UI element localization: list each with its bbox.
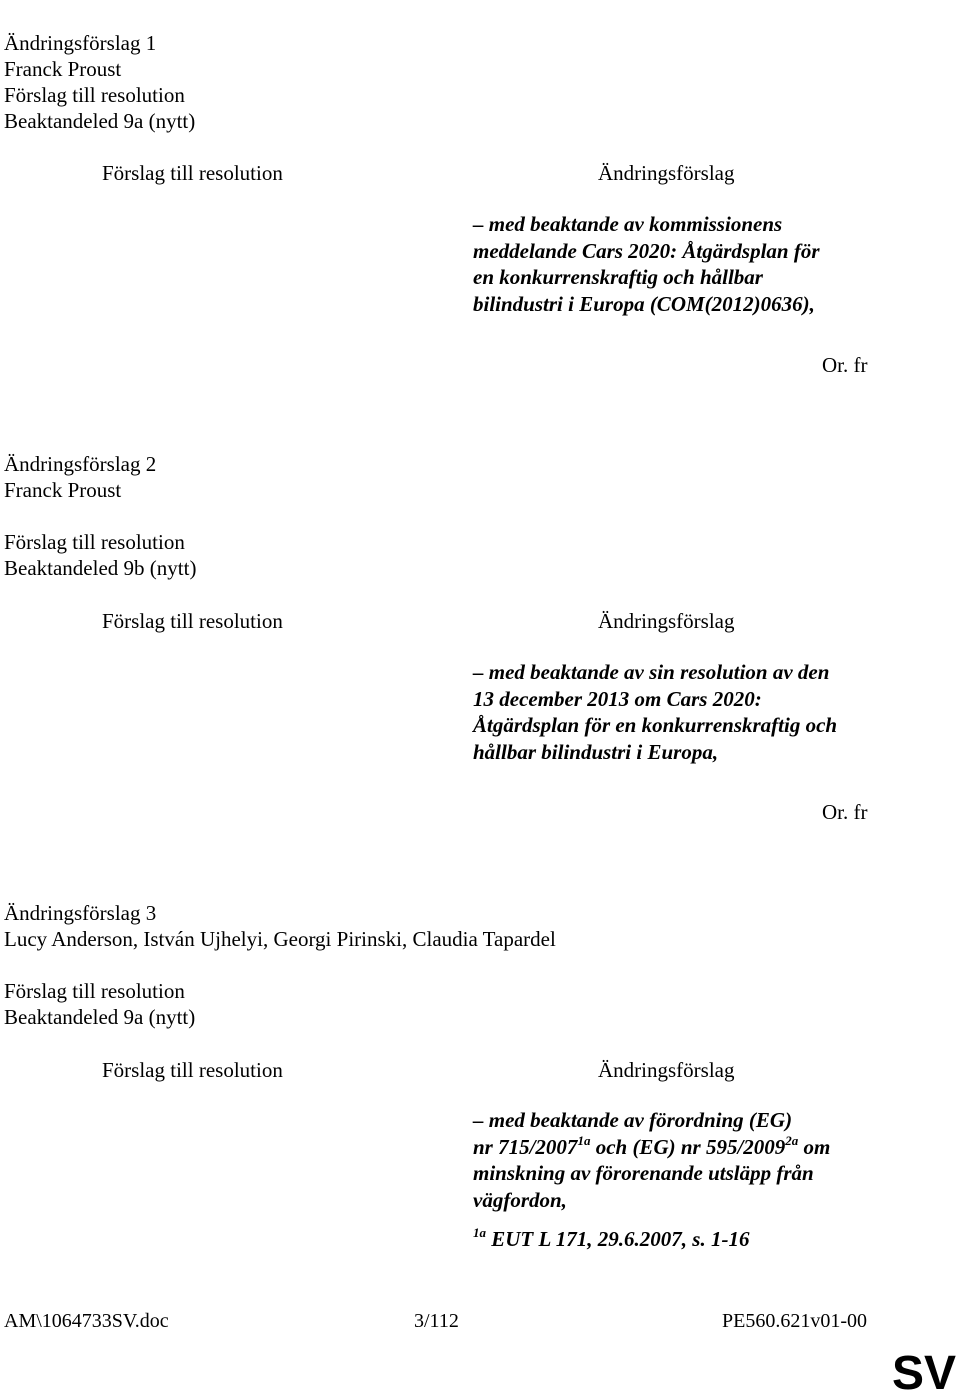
amendment-1-column-original: Förslag till resolution — [102, 161, 283, 185]
amendment-2-line: – med beaktande av sin resolution av den — [473, 660, 830, 684]
amendment-2-origin: Or. fr — [822, 800, 868, 824]
amendment-1-origin: Or. fr — [822, 353, 868, 377]
amendment-2-column-original: Förslag till resolution — [102, 609, 283, 633]
footer-page-number: 3/112 — [414, 1310, 459, 1332]
amendment-1-text — [473, 211, 893, 317]
amendment-3-regulation-1: nr 715/2007 — [473, 1134, 578, 1159]
amendment-2-column-amendment: Ändringsförslag — [598, 609, 735, 633]
amendment-2-heading: Ändringsförslag 2 — [4, 452, 157, 476]
footnote-marker-2a: 2a — [785, 1132, 799, 1148]
amendment-1-document: Förslag till resolution — [4, 83, 185, 107]
amendment-3-line — [473, 1134, 893, 1161]
amendment-1-column-amendment: Ändringsförslag — [598, 161, 735, 185]
amendment-2-document: Förslag till resolution — [4, 530, 185, 554]
amendment-1-line: bilindustri i Europa (COM(2012)0636), — [473, 291, 815, 316]
amendment-3-text — [473, 1107, 893, 1253]
language-mark: SV — [892, 1347, 957, 1400]
amendment-3-line: – med beaktande av förordning (EG) — [473, 1108, 793, 1132]
amendment-2-line: hållbar bilindustri i Europa, — [473, 739, 719, 764]
amendment-3-line: vägfordon, — [473, 1187, 567, 1212]
amendment-2-text — [473, 659, 893, 765]
amendment-3-line: minskning av förorenande utsläpp från — [473, 1161, 814, 1185]
amendment-3-footnote — [473, 1226, 893, 1253]
amendment-2-line: Åtgärdsplan för en konkurrenskraftig och — [473, 713, 838, 737]
amendment-2-author: Franck Proust — [4, 478, 122, 502]
footer-pe-reference: PE560.621v01-00 — [722, 1310, 867, 1332]
amendment-3-column-original: Förslag till resolution — [102, 1058, 283, 1082]
amendment-2-reference: Beaktandeled 9b (nytt) — [4, 556, 197, 580]
amendment-3-document: Förslag till resolution — [4, 979, 185, 1003]
amendment-1-heading: Ändringsförslag 1 — [4, 31, 157, 55]
amendment-3-regulation-2: och (EG) nr 595/2009 — [590, 1134, 786, 1159]
amendment-1-author: Franck Proust — [4, 57, 122, 81]
footnote-text: EUT L 171, 29.6.2007, s. 1-16 — [486, 1227, 750, 1251]
amendment-1-line: en konkurrenskraftig och hållbar — [473, 265, 763, 289]
footnote-marker: 1a — [473, 1225, 486, 1240]
amendment-3-reference: Beaktandeled 9a (nytt) — [4, 1005, 196, 1029]
amendment-2-line: 13 december 2013 om Cars 2020: — [473, 686, 762, 711]
footer-filename: AM\1064733SV.doc — [4, 1310, 169, 1332]
amendment-1-line: meddelande Cars 2020: Åtgärdsplan för — [473, 238, 820, 263]
amendment-1-line: – med beaktande av kommissionens — [473, 212, 783, 236]
amendment-3-author: Lucy Anderson, István Ujhelyi, Georgi Pirinski, Claudia Tapardel — [4, 927, 556, 951]
amendment-3-column-amendment: Ändringsförslag — [598, 1058, 735, 1082]
footnote-marker-1a: 1a — [577, 1132, 591, 1148]
amendment-3-line-end: om — [798, 1134, 831, 1159]
amendment-3-heading: Ändringsförslag 3 — [4, 901, 157, 925]
amendment-1-reference: Beaktandeled 9a (nytt) — [4, 109, 196, 133]
